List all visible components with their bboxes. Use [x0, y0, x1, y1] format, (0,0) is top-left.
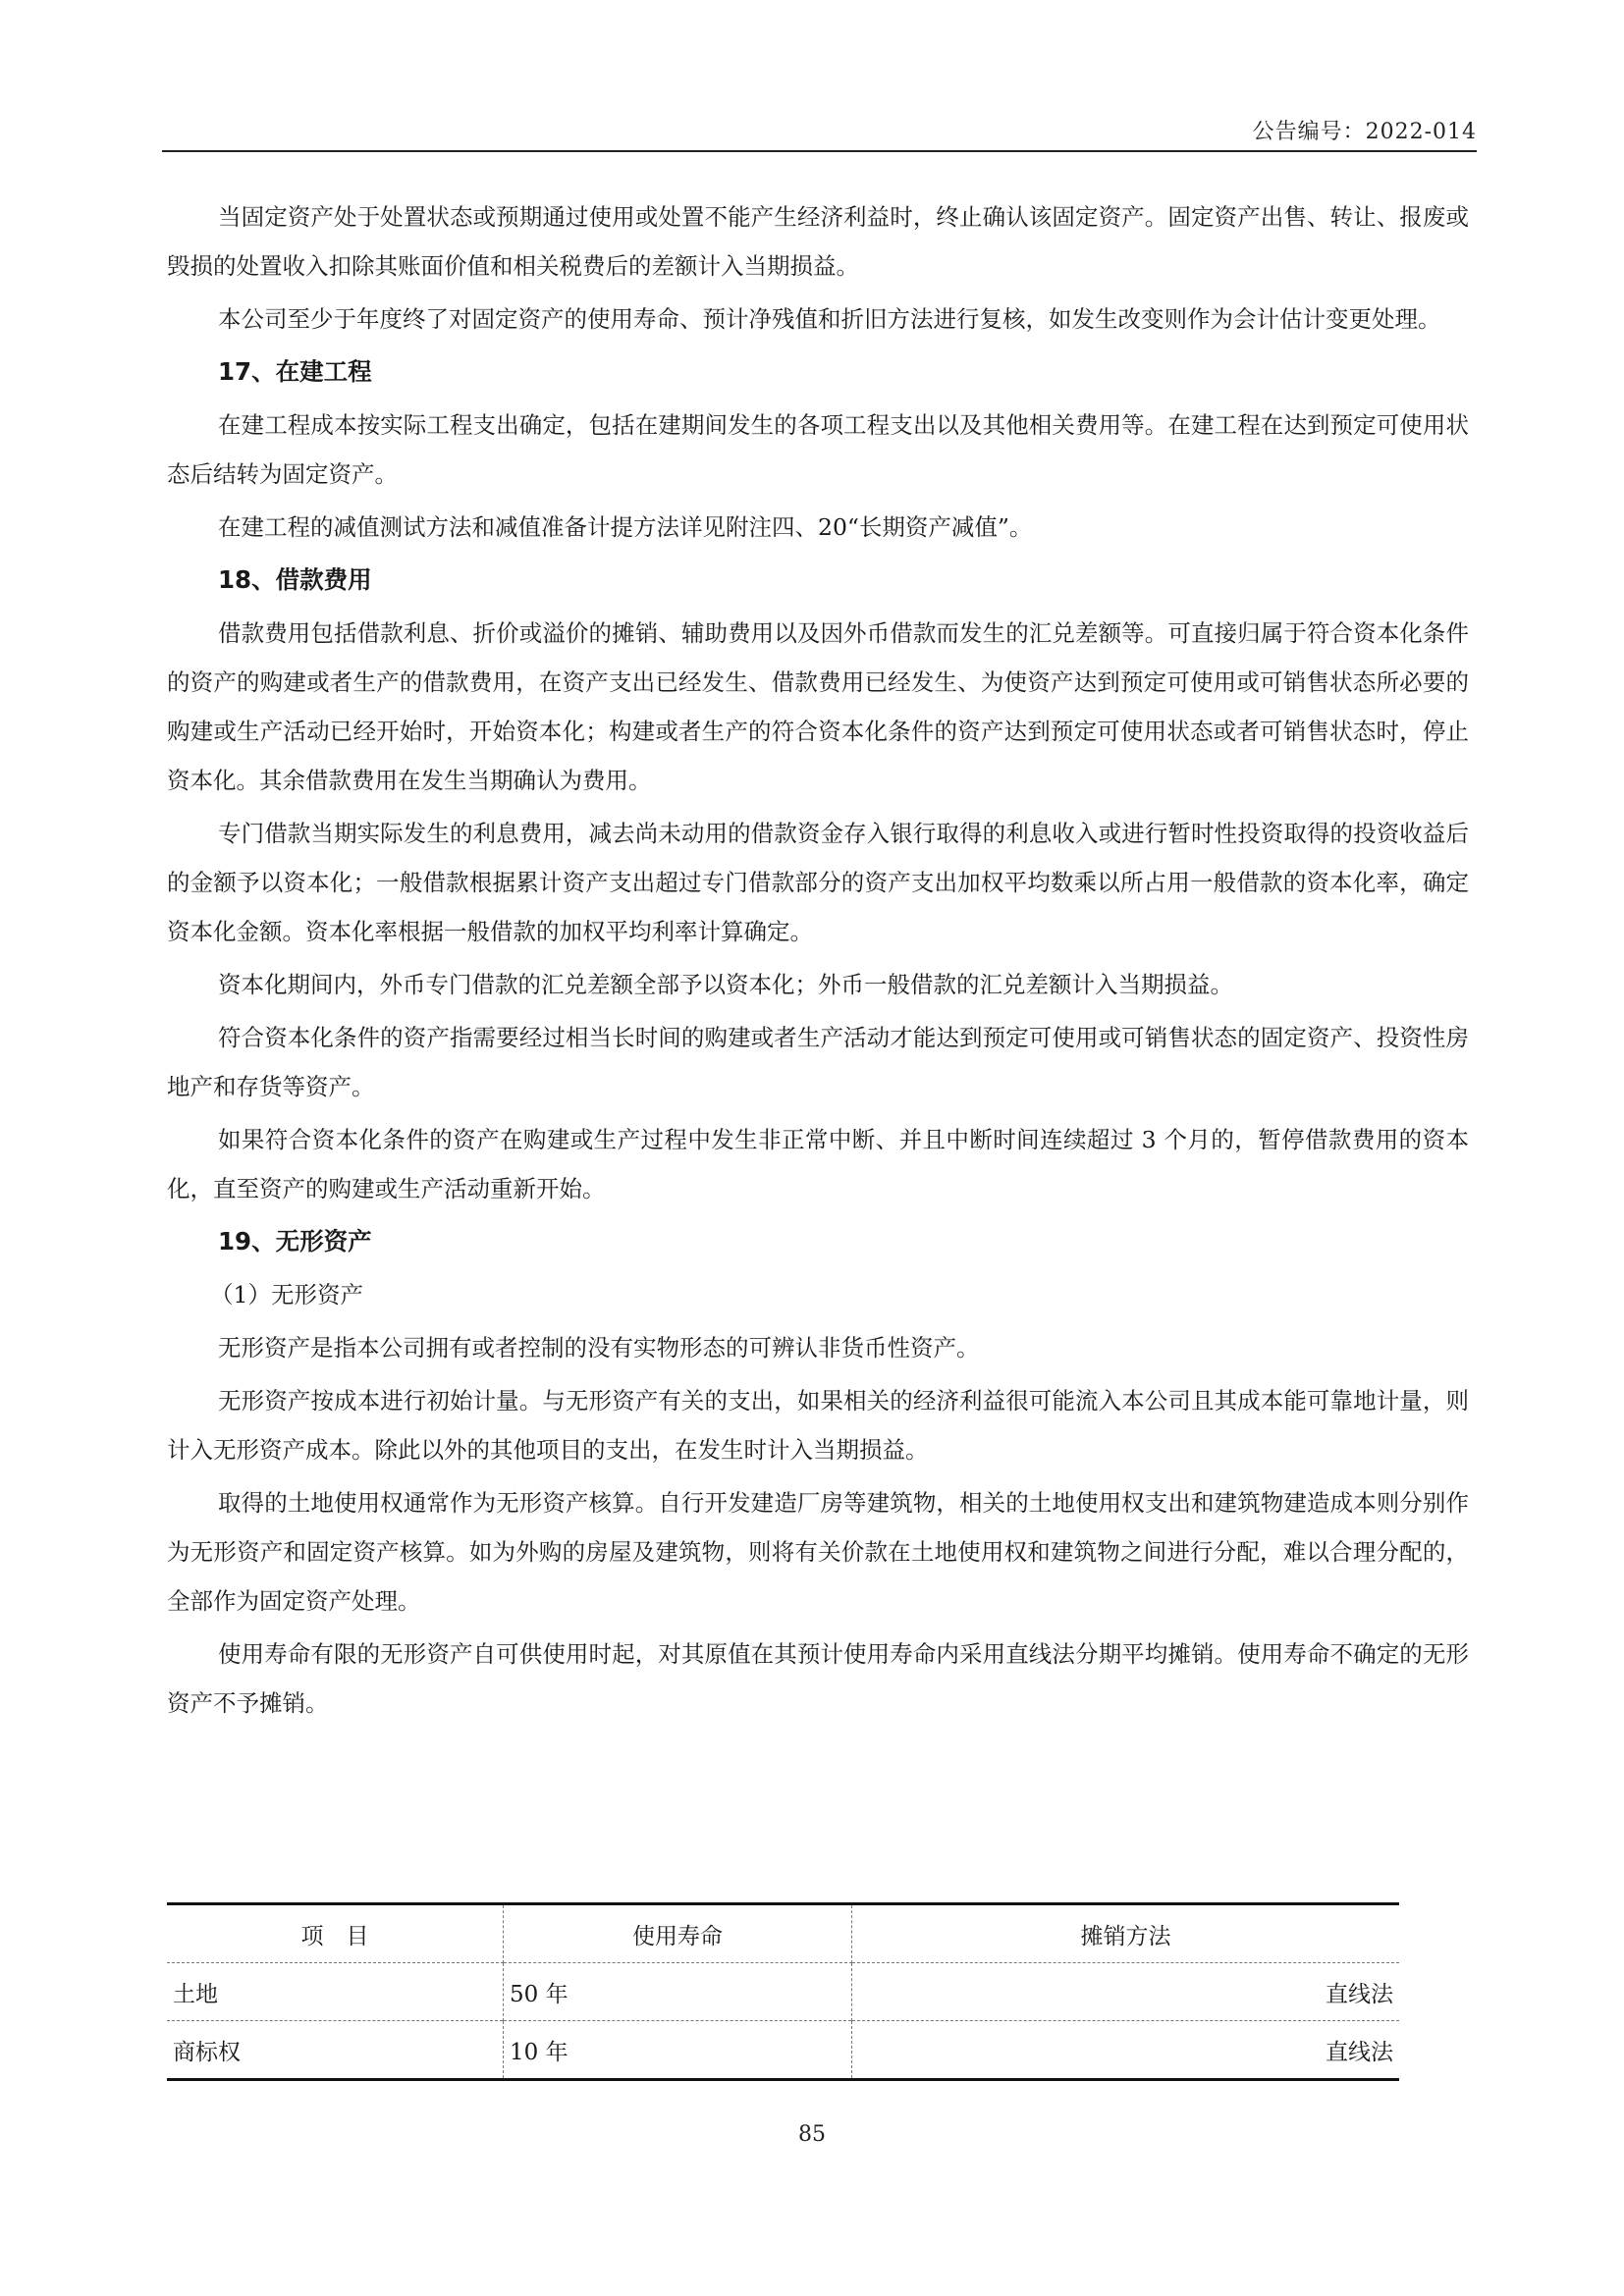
paragraph: 如果符合资本化条件的资产在购建或生产过程中发生非正常中断、并且中断时间连续超过 3 个月的，暂停借款费用的资本化，直至资产的购建或生产活动重新开始。 — [167, 1126, 1469, 1202]
table-cell: 直线法 — [852, 1963, 1400, 2021]
paragraph: 当固定资产处于处置状态或预期通过使用或处置不能产生经济利益时，终止确认该固定资产。固定资产出售、转让、报废或毁损的处置收入扣除其账面价值和相关税费后的差额计入当期损益。 — [167, 203, 1469, 280]
paragraph: 取得的土地使用权通常作为无形资产核算。自行开发建造厂房等建筑物，相关的土地使用权支出和建筑物建造成本则分别作为无形资产和固定资产核算。如为外购的房屋及建筑物，则将有关价款在土地使用权和建筑物之间进行分配，难以合理分配的，全部作为固定资产处理。 — [167, 1489, 1469, 1615]
section-heading-17: 17、在建工程 — [218, 357, 372, 386]
table-row — [167, 1963, 1399, 2021]
paragraph: 本公司至少于年度终了对固定资产的使用寿命、预计净残值和折旧方法进行复核，如发生改变则作为会计估计变更处理。 — [218, 305, 1441, 333]
paragraph: 无形资产按成本进行初始计量。与无形资产有关的支出，如果相关的经济利益很可能流入本公司且其成本能可靠地计量，则计入无形资产成本。除此以外的其他项目的支出，在发生时计入当期损益。 — [167, 1387, 1469, 1464]
paragraph: 使用寿命有限的无形资产自可供使用时起，对其原值在其预计使用寿命内采用直线法分期平均摊销。使用寿命不确定的无形资产不予摊销。 — [167, 1640, 1469, 1717]
paragraph: 专门借款当期实际发生的利息费用，减去尚未动用的借款资金存入银行取得的利息收入或进行暂时性投资取得的投资收益后的金额予以资本化；一般借款根据累计资产支出超过专门借款部分的资产支出加权平均数乘以所占用一般借款的资本化率，确定资本化金额。资本化率根据一般借款的加权平均利率计算确定。 — [167, 820, 1469, 945]
section-heading-18: 18、借款费用 — [218, 565, 372, 594]
amortization-table — [167, 1902, 1399, 2081]
table-cell: 50 年 — [504, 1963, 852, 2021]
paragraph: 无形资产是指本公司拥有或者控制的没有实物形态的可辨认非货币性资产。 — [218, 1334, 980, 1362]
table-header-row — [167, 1904, 1399, 1963]
subsection-heading: （1）无形资产 — [210, 1281, 363, 1308]
paragraph: 在建工程的减值测试方法和减值准备计提方法详见附注四、20“长期资产减值”。 — [218, 513, 1033, 541]
document-body — [167, 192, 1469, 1732]
table-cell: 商标权 — [167, 2021, 504, 2080]
table-cell: 10 年 — [504, 2021, 852, 2080]
page-number: 85 — [798, 2122, 826, 2147]
paragraph: 借款费用包括借款利息、折价或溢价的摊销、辅助费用以及因外币借款而发生的汇兑差额等。可直接归属于符合资本化条件的资产的购建或者生产的借款费用，在资产支出已经发生、借款费用已经发生、为使资产达到预定可使用或可销售状态所必要的购建或生产活动已经开始时，开始资本化；构建或者生产的符合资本化条件的资产达到预定可使用状态或者可销售状态时，停止资本化。其余借款费用在发生当期确认为费用。 — [167, 619, 1469, 794]
paragraph: 符合资本化条件的资产指需要经过相当长时间的购建或者生产活动才能达到预定可使用或可销售状态的固定资产、投资性房地产和存货等资产。 — [167, 1024, 1469, 1100]
table-cell: 土地 — [167, 1963, 504, 2021]
column-header-item: 项 目 — [167, 1904, 504, 1963]
column-header-useful-life: 使用寿命 — [504, 1904, 852, 1963]
announcement-number: 公告编号：2022-014 — [1252, 120, 1477, 144]
paragraph: 资本化期间内，外币专门借款的汇兑差额全部予以资本化；外币一般借款的汇兑差额计入当期损益。 — [218, 971, 1233, 998]
column-header-method: 摊销方法 — [852, 1904, 1400, 1963]
table-cell: 直线法 — [852, 2021, 1400, 2080]
header-rule — [162, 150, 1477, 152]
table-row — [167, 2021, 1399, 2080]
section-heading-19: 19、无形资产 — [218, 1227, 372, 1255]
paragraph: 在建工程成本按实际工程支出确定，包括在建期间发生的各项工程支出以及其他相关费用等。在建工程在达到预定可使用状态后结转为固定资产。 — [167, 411, 1469, 488]
